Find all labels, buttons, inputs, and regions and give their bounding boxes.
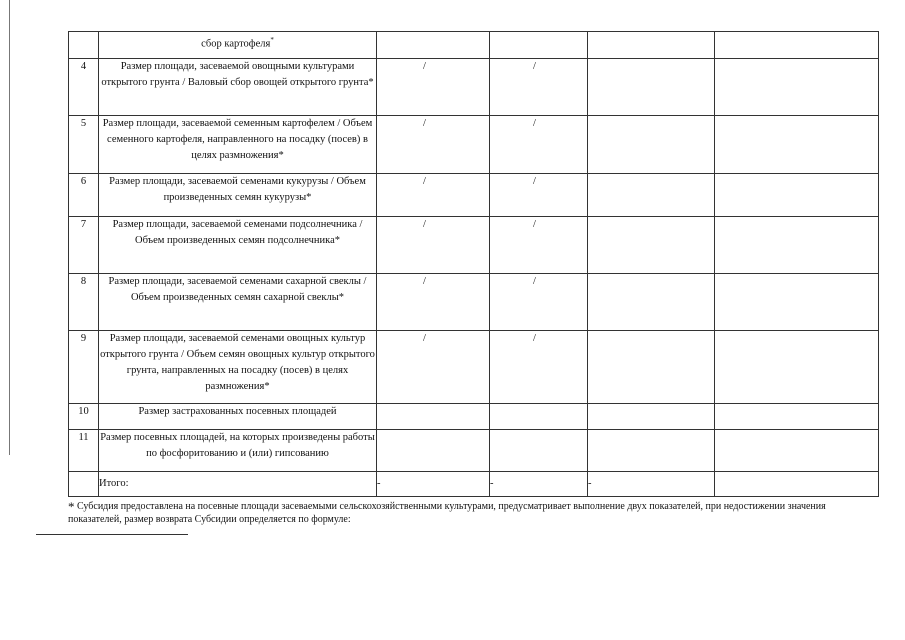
total-row: [69, 472, 879, 497]
row-number: 9: [69, 331, 99, 404]
row-description: Размер площади, засеваемой семенами овощных культур открытого грунта / Объем семян овощных культур открытого грунта, направленных на посадку (посев) в целях размножения*: [99, 331, 377, 404]
row-description: Размер площади, засеваемой семенами подсолнечника / Объем произведенных семян подсолнечника*: [99, 217, 377, 274]
table-row: [69, 59, 879, 116]
table-row: [69, 32, 879, 59]
row-description: Размер площади, засеваемой овощными культурами открытого грунта / Валовый сбор овощей открытого грунта*: [99, 59, 377, 116]
value-cell: [588, 430, 715, 472]
table-row: [69, 174, 879, 217]
row-number: 7: [69, 217, 99, 274]
row-description: Размер площади, засеваемой семенами сахарной свеклы / Объем произведенных семян сахарной свеклы*: [99, 274, 377, 331]
value-cell: [377, 32, 490, 59]
value-cell: [715, 430, 879, 472]
value-cell: [588, 32, 715, 59]
total-number-cell: [69, 472, 99, 497]
row-number: 4: [69, 59, 99, 116]
table-row: [69, 274, 879, 331]
row-description: Размер площади, засеваемой семенным картофелем / Объем семенного картофеля, направленного на посадку (посев) в целях размножения*: [99, 116, 377, 174]
row-description: сбор картофеля*: [99, 32, 377, 59]
value-cell: /: [377, 217, 490, 274]
value-cell: [588, 404, 715, 430]
value-cell: /: [490, 274, 588, 331]
value-cell: /: [490, 331, 588, 404]
value-cell: [377, 404, 490, 430]
value-cell: [715, 274, 879, 331]
table-row: [69, 430, 879, 472]
value-cell: [588, 116, 715, 174]
row-number: 6: [69, 174, 99, 217]
table-row: [69, 217, 879, 274]
row-description: Размер застрахованных посевных площадей: [99, 404, 377, 430]
value-cell: /: [490, 174, 588, 217]
table-row: [69, 116, 879, 174]
value-cell: [715, 116, 879, 174]
value-cell: [715, 32, 879, 59]
value-cell: [715, 174, 879, 217]
row-number: 10: [69, 404, 99, 430]
total-label: Итого:: [99, 472, 377, 497]
value-cell: /: [377, 331, 490, 404]
value-cell: /: [490, 59, 588, 116]
value-cell: [715, 331, 879, 404]
indicators-table: [68, 31, 879, 497]
row-number: [69, 32, 99, 59]
value-cell: [490, 404, 588, 430]
total-value: [715, 472, 879, 497]
value-cell: [715, 404, 879, 430]
footnote-marker: *: [68, 499, 75, 514]
value-cell: /: [490, 116, 588, 174]
row-number: 11: [69, 430, 99, 472]
row-number: 8: [69, 274, 99, 331]
value-cell: [490, 430, 588, 472]
value-cell: [588, 59, 715, 116]
value-cell: [490, 32, 588, 59]
total-value: -: [588, 472, 715, 497]
footnote-text: Субсидия предоставлена на посевные площади засеваемыми сельскохозяйственными культурами, предусматривает выполнение двух показателей, при недостижении значения показателей, размер возврата Субсидии определяется по формуле:: [68, 501, 826, 525]
footnote-separator: [36, 534, 188, 535]
value-cell: /: [377, 59, 490, 116]
left-margin-line: [9, 0, 10, 455]
value-cell: [715, 59, 879, 116]
row-description: Размер площади, засеваемой семенами кукурузы / Объем произведенных семян кукурузы*: [99, 174, 377, 217]
table-row: [69, 404, 879, 430]
value-cell: [377, 430, 490, 472]
value-cell: /: [490, 217, 588, 274]
total-value: -: [490, 472, 588, 497]
value-cell: /: [377, 116, 490, 174]
value-cell: [715, 217, 879, 274]
row-description: Размер посевных площадей, на которых произведены работы по фосфоритованию и (или) гипсованию: [99, 430, 377, 472]
value-cell: [588, 331, 715, 404]
total-value: -: [377, 472, 490, 497]
footnote: [68, 500, 868, 526]
table-row: [69, 331, 879, 404]
value-cell: [588, 217, 715, 274]
value-cell: /: [377, 174, 490, 217]
value-cell: /: [377, 274, 490, 331]
row-number: 5: [69, 116, 99, 174]
value-cell: [588, 274, 715, 331]
value-cell: [588, 174, 715, 217]
